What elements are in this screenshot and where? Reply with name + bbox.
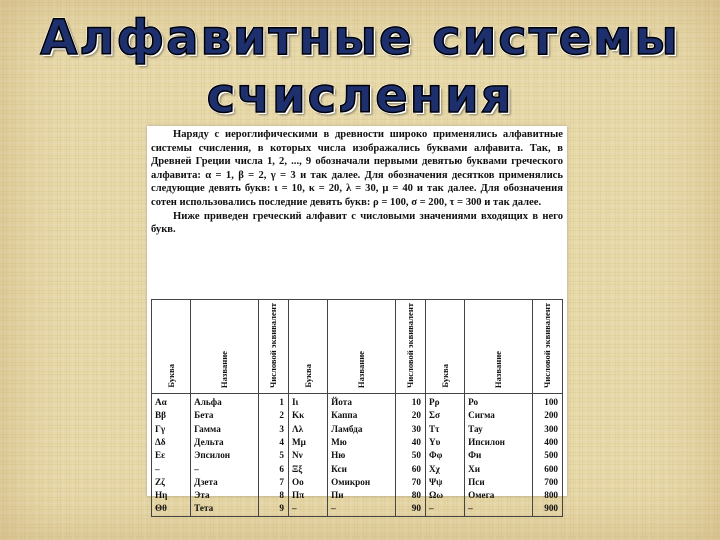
header-cell: Числовой эквивалент xyxy=(395,300,425,394)
table-cell: Νν xyxy=(288,449,327,462)
greek-alphabet-table xyxy=(151,299,563,517)
table-cell: 6 xyxy=(258,463,288,476)
table-row xyxy=(152,423,563,436)
table-cell: 1 xyxy=(258,394,288,410)
table-cell: 600 xyxy=(532,463,562,476)
header-cell: Название xyxy=(465,300,532,394)
table-cell: Ηη xyxy=(152,489,191,502)
table-cell: Омикрон xyxy=(328,476,395,489)
table-cell: Дзета xyxy=(191,476,258,489)
table-cell: Ξξ xyxy=(288,463,327,476)
table-cell: 2 xyxy=(258,409,288,422)
table-cell: 50 xyxy=(395,449,425,462)
table-cell: 30 xyxy=(395,423,425,436)
table-cell: Каппа xyxy=(328,409,395,422)
table-cell: Пси xyxy=(465,476,532,489)
paragraph-1: Наряду с иероглифическими в древности широко применялись алфавитные системы счисления, в которых числа изображались буквами алфавита. Так, в Древней Греции числа 1, 2, ..., 9 обозначали первыми девятью буквами греческого алфавита: α = 1, β = 2, γ = 3 и так далее. Для обозначения десятков применялись следующие девять букв: ι = 10, κ = 20, λ = 30, μ = 40 и так далее. Для обозначения сотен использовались последние девять букв: ρ = 100, σ = 200, τ = 300 и так далее. xyxy=(151,129,563,208)
table-cell: Кси xyxy=(328,463,395,476)
table-cell: Тета xyxy=(191,502,258,516)
table-cell: Дельта xyxy=(191,436,258,449)
table-cell: – xyxy=(191,463,258,476)
table-cell: Ωω xyxy=(425,489,464,502)
table-cell: 20 xyxy=(395,409,425,422)
table-cell: 800 xyxy=(532,489,562,502)
header-cell: Числовой эквивалент xyxy=(532,300,562,394)
table-cell: Ρρ xyxy=(425,394,464,410)
table-cell: Λλ xyxy=(288,423,327,436)
table-cell: Омега xyxy=(465,489,532,502)
table-cell: Αα xyxy=(152,394,191,410)
table-cell: 500 xyxy=(532,449,562,462)
table-cell: Υυ xyxy=(425,436,464,449)
table-row xyxy=(152,449,563,462)
table-cell: 9 xyxy=(258,502,288,516)
table-cell: Йота xyxy=(328,394,395,410)
header-cell: Название xyxy=(191,300,258,394)
header-cell: Буква xyxy=(425,300,464,394)
page-text xyxy=(151,128,563,237)
header-cell: Буква xyxy=(288,300,327,394)
table-cell: Σσ xyxy=(425,409,464,422)
table-row xyxy=(152,409,563,422)
table-cell: Ζζ xyxy=(152,476,191,489)
table-cell: Οο xyxy=(288,476,327,489)
slide-title-line2: счисления xyxy=(206,68,514,124)
table-row xyxy=(152,436,563,449)
table-cell: 700 xyxy=(532,476,562,489)
header-cell: Буква xyxy=(152,300,191,394)
table-row xyxy=(152,502,563,516)
table-cell: Ββ xyxy=(152,409,191,422)
table-cell: 70 xyxy=(395,476,425,489)
table-cell: 8 xyxy=(258,489,288,502)
table-cell: Ро xyxy=(465,394,532,410)
table-cell: Εε xyxy=(152,449,191,462)
table-cell: Ламбда xyxy=(328,423,395,436)
table-cell: 200 xyxy=(532,409,562,422)
table-cell: Κκ xyxy=(288,409,327,422)
table-cell: 5 xyxy=(258,449,288,462)
table-header-row xyxy=(152,300,563,394)
table-cell: 40 xyxy=(395,436,425,449)
header-cell: Числовой эквивалент xyxy=(258,300,288,394)
table-cell: 90 xyxy=(395,502,425,516)
table-cell: Бета xyxy=(191,409,258,422)
table-cell: Ψψ xyxy=(425,476,464,489)
table-cell: 900 xyxy=(532,502,562,516)
table-row xyxy=(152,489,563,502)
table-cell: 80 xyxy=(395,489,425,502)
table-cell: – xyxy=(465,502,532,516)
table-cell: Ню xyxy=(328,449,395,462)
table-cell: Ττ xyxy=(425,423,464,436)
table-cell: – xyxy=(152,463,191,476)
table-cell: Фи xyxy=(465,449,532,462)
table-cell: 3 xyxy=(258,423,288,436)
table-cell: 4 xyxy=(258,436,288,449)
table-cell: Мю xyxy=(328,436,395,449)
table-cell: Хи xyxy=(465,463,532,476)
table-cell: 100 xyxy=(532,394,562,410)
table-cell: Μμ xyxy=(288,436,327,449)
table-cell: Тау xyxy=(465,423,532,436)
table-cell: Γγ xyxy=(152,423,191,436)
table-cell: Ππ xyxy=(288,489,327,502)
table-cell: Θθ xyxy=(152,502,191,516)
table-cell: Альфа xyxy=(191,394,258,410)
table-cell: 400 xyxy=(532,436,562,449)
table-row xyxy=(152,394,563,410)
table-cell: 300 xyxy=(532,423,562,436)
table-cell: Сигма xyxy=(465,409,532,422)
table-cell: Ιι xyxy=(288,394,327,410)
table-cell: 60 xyxy=(395,463,425,476)
table-cell: Χχ xyxy=(425,463,464,476)
table-cell: Φφ xyxy=(425,449,464,462)
paragraph-2: Ниже приведен греческий алфавит с числовыми значениями входящих в него букв. xyxy=(151,210,563,236)
table-cell: Эпсилон xyxy=(191,449,258,462)
table-cell: 10 xyxy=(395,394,425,410)
table-cell: 7 xyxy=(258,476,288,489)
table-cell: Эта xyxy=(191,489,258,502)
table-row xyxy=(152,476,563,489)
header-cell: Название xyxy=(328,300,395,394)
table-row xyxy=(152,463,563,476)
table-cell: Ипсилон xyxy=(465,436,532,449)
table-cell: – xyxy=(288,502,327,516)
table-cell: Гамма xyxy=(191,423,258,436)
table-cell: – xyxy=(425,502,464,516)
textbook-page-image xyxy=(147,126,567,514)
slide-title-line1: Алфавитные системы xyxy=(40,10,680,66)
table-cell: Пи xyxy=(328,489,395,502)
table-cell: – xyxy=(328,502,395,516)
table-cell: Δδ xyxy=(152,436,191,449)
